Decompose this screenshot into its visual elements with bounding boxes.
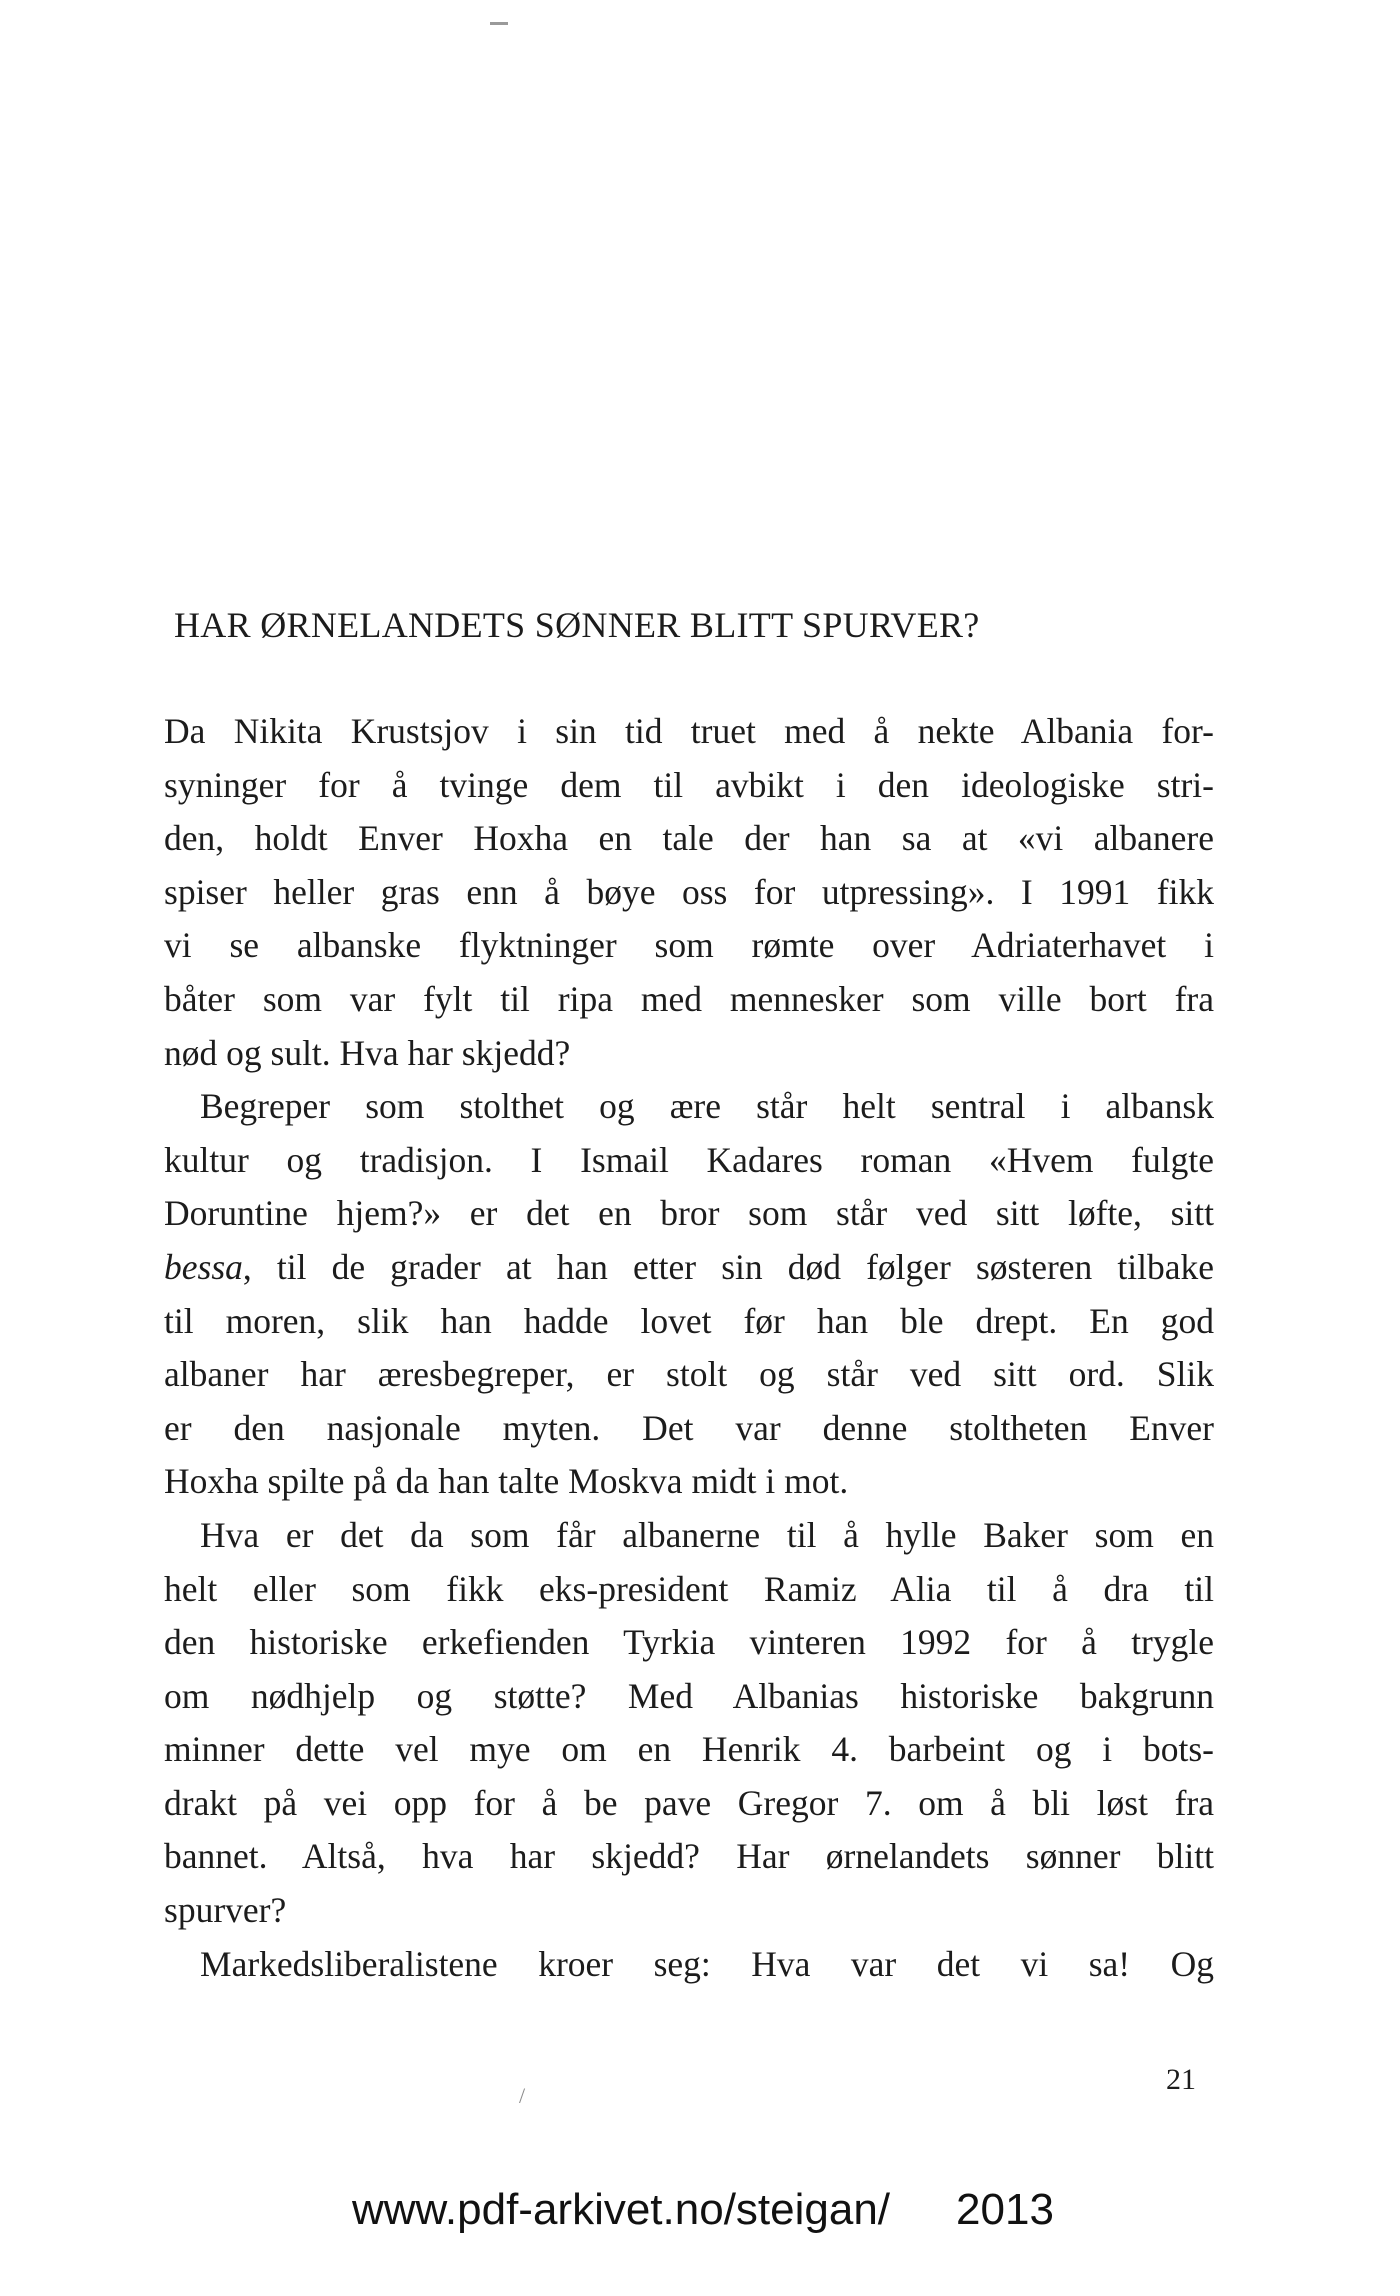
page-number: 21 (1166, 2063, 1196, 2096)
body-text (164, 705, 1214, 1991)
text-line: syninger for å tvinge dem til avbikt i den ideologiske stri- (164, 764, 1214, 805)
text-line: Hoxha spilte på da han talte Moskva midt i mot. (164, 1461, 849, 1502)
footer-watermark (352, 2185, 1052, 2235)
text-line: helt eller som fikk eks-president Ramiz Alia til å dra til (164, 1568, 1214, 1609)
chapter-title: HAR ØRNELANDETS SØNNER BLITT SPURVER? (174, 605, 980, 645)
scan-mark: / (519, 2083, 526, 2108)
text-line: spiser heller gras enn å bøye oss for utpressing». I 1991 fikk (164, 871, 1214, 912)
text-line: den historiske erkefienden Tyrkia vinteren 1992 for å trygle (164, 1622, 1214, 1663)
text-line: til moren, slik han hadde lovet før han ble drept. En god (164, 1300, 1214, 1341)
text-line: Doruntine hjem?» er det en bror som står ved sitt løfte, sitt (164, 1193, 1214, 1234)
footer-url: www.pdf-arkivet.no/steigan/ (352, 2185, 891, 2234)
text-line: Hva er det da som får albanerne til å hylle Baker som en (200, 1514, 1214, 1555)
text-line: Markedsliberalistene kroer seg: Hva var det vi sa! Og (200, 1943, 1214, 1984)
text-line: om nødhjelp og støtte? Med Albanias historiske bakgrunn (164, 1675, 1214, 1716)
text-line: den, holdt Enver Hoxha en tale der han sa at «vi albanere (164, 818, 1214, 859)
text-line (164, 1241, 1214, 1295)
text-line: spurver? (164, 1890, 287, 1931)
text-line: albaner har æresbegreper, er stolt og står ved sitt ord. Slik (164, 1354, 1214, 1395)
text-line: drakt på vei opp for å be pave Gregor 7. om å bli løst fra (164, 1782, 1214, 1823)
italic-word: bessa (164, 1246, 243, 1287)
text-line: er den nasjonale myten. Det var denne stoltheten Enver (164, 1407, 1214, 1448)
scan-mark (490, 22, 508, 25)
text-line-rest: , til de grader at han etter sin død følger søsteren tilbake (242, 1246, 1214, 1287)
text-line: Da Nikita Krustsjov i sin tid truet med å nekte Albania for- (164, 711, 1214, 751)
text-line: vi se albanske flyktninger som rømte over Adriaterhavet i (164, 925, 1214, 966)
text-line: nød og sult. Hva har skjedd? (164, 1032, 571, 1073)
footer-year: 2013 (956, 2185, 1054, 2234)
text-line: båter som var fylt til ripa med mennesker som ville bort fra (164, 978, 1214, 1019)
text-line: kultur og tradisjon. I Ismail Kadares roman «Hvem fulgte (164, 1139, 1214, 1180)
text-line: Begreper som stolthet og ære står helt sentral i albansk (200, 1086, 1214, 1127)
text-line: bannet. Altså, hva har skjedd? Har ørnelandets sønner blitt (164, 1836, 1214, 1877)
text-line: minner dette vel mye om en Henrik 4. barbeint og i bots- (164, 1729, 1214, 1770)
